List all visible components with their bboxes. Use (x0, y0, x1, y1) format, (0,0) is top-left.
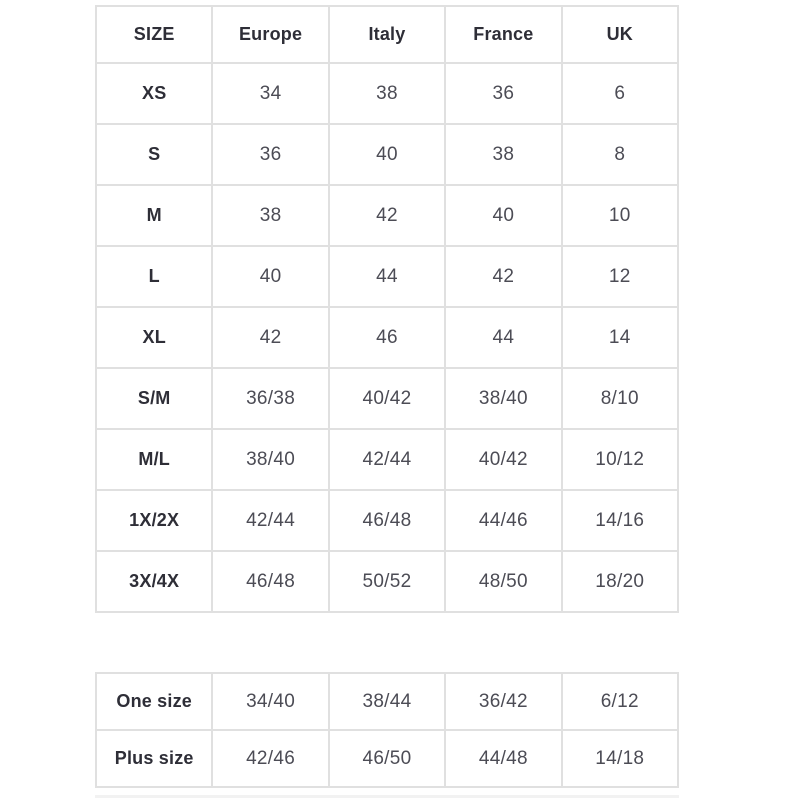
table-row-xs (96, 63, 678, 124)
table-cell: 44/48 (445, 730, 561, 787)
table-cell: 38/40 (212, 429, 328, 490)
row-label: Plus size (96, 730, 212, 787)
special-sizes-table (95, 672, 679, 788)
special-sizes-body (96, 673, 678, 787)
table-row-3x-4x (96, 551, 678, 612)
table-cell: 44 (329, 246, 445, 307)
table-cell: 14 (562, 307, 678, 368)
table-row-s-m (96, 368, 678, 429)
table-row-s (96, 124, 678, 185)
table-cell: 42 (445, 246, 561, 307)
table-cell: 50/52 (329, 551, 445, 612)
table-cell: 40 (329, 124, 445, 185)
table-cell: 42 (212, 307, 328, 368)
column-header-italy: Italy (329, 6, 445, 63)
size-conversion-table (95, 5, 679, 613)
column-header-europe: Europe (212, 6, 328, 63)
table-cell: 40 (212, 246, 328, 307)
row-label: 3X/4X (96, 551, 212, 612)
table-cell: 46/48 (329, 490, 445, 551)
table-row-xl (96, 307, 678, 368)
table-cell: 46 (329, 307, 445, 368)
table-cell: 46/50 (329, 730, 445, 787)
table-cell: 42/44 (329, 429, 445, 490)
table-cell: 42/46 (212, 730, 328, 787)
next-table-top-edge (95, 795, 679, 798)
table-cell: 46/48 (212, 551, 328, 612)
table-cell: 38/44 (329, 673, 445, 730)
row-label: M (96, 185, 212, 246)
row-label: XS (96, 63, 212, 124)
table-row-1x-2x (96, 490, 678, 551)
table-cell: 42 (329, 185, 445, 246)
size-table-body (96, 63, 678, 612)
table-cell: 38 (445, 124, 561, 185)
header-row (96, 6, 678, 63)
row-label: L (96, 246, 212, 307)
table-cell: 40 (445, 185, 561, 246)
table-cell: 8 (562, 124, 678, 185)
column-header-size: SIZE (96, 6, 212, 63)
table-cell: 44 (445, 307, 561, 368)
row-label: One size (96, 673, 212, 730)
table-cell: 36/38 (212, 368, 328, 429)
column-header-uk: UK (562, 6, 678, 63)
table-cell: 48/50 (445, 551, 561, 612)
table-row-plus-size (96, 730, 678, 787)
table-cell: 42/44 (212, 490, 328, 551)
table-cell: 6 (562, 63, 678, 124)
table-cell: 8/10 (562, 368, 678, 429)
table-cell: 14/16 (562, 490, 678, 551)
row-label: S/M (96, 368, 212, 429)
table-cell: 34/40 (212, 673, 328, 730)
table-cell: 36 (212, 124, 328, 185)
table-cell: 18/20 (562, 551, 678, 612)
table-cell: 38/40 (445, 368, 561, 429)
size-table-header (96, 6, 678, 63)
table-cell: 40/42 (329, 368, 445, 429)
table-cell: 36/42 (445, 673, 561, 730)
table-row-m-l (96, 429, 678, 490)
table-cell: 38 (329, 63, 445, 124)
table-cell: 34 (212, 63, 328, 124)
column-header-france: France (445, 6, 561, 63)
table-row-m (96, 185, 678, 246)
table-cell: 40/42 (445, 429, 561, 490)
table-cell: 10 (562, 185, 678, 246)
row-label: XL (96, 307, 212, 368)
table-cell: 12 (562, 246, 678, 307)
row-label: S (96, 124, 212, 185)
table-cell: 6/12 (562, 673, 678, 730)
table-cell: 44/46 (445, 490, 561, 551)
table-cell: 10/12 (562, 429, 678, 490)
table-row-one-size (96, 673, 678, 730)
row-label: M/L (96, 429, 212, 490)
row-label: 1X/2X (96, 490, 212, 551)
table-cell: 36 (445, 63, 561, 124)
table-cell: 38 (212, 185, 328, 246)
table-cell: 14/18 (562, 730, 678, 787)
table-row-l (96, 246, 678, 307)
